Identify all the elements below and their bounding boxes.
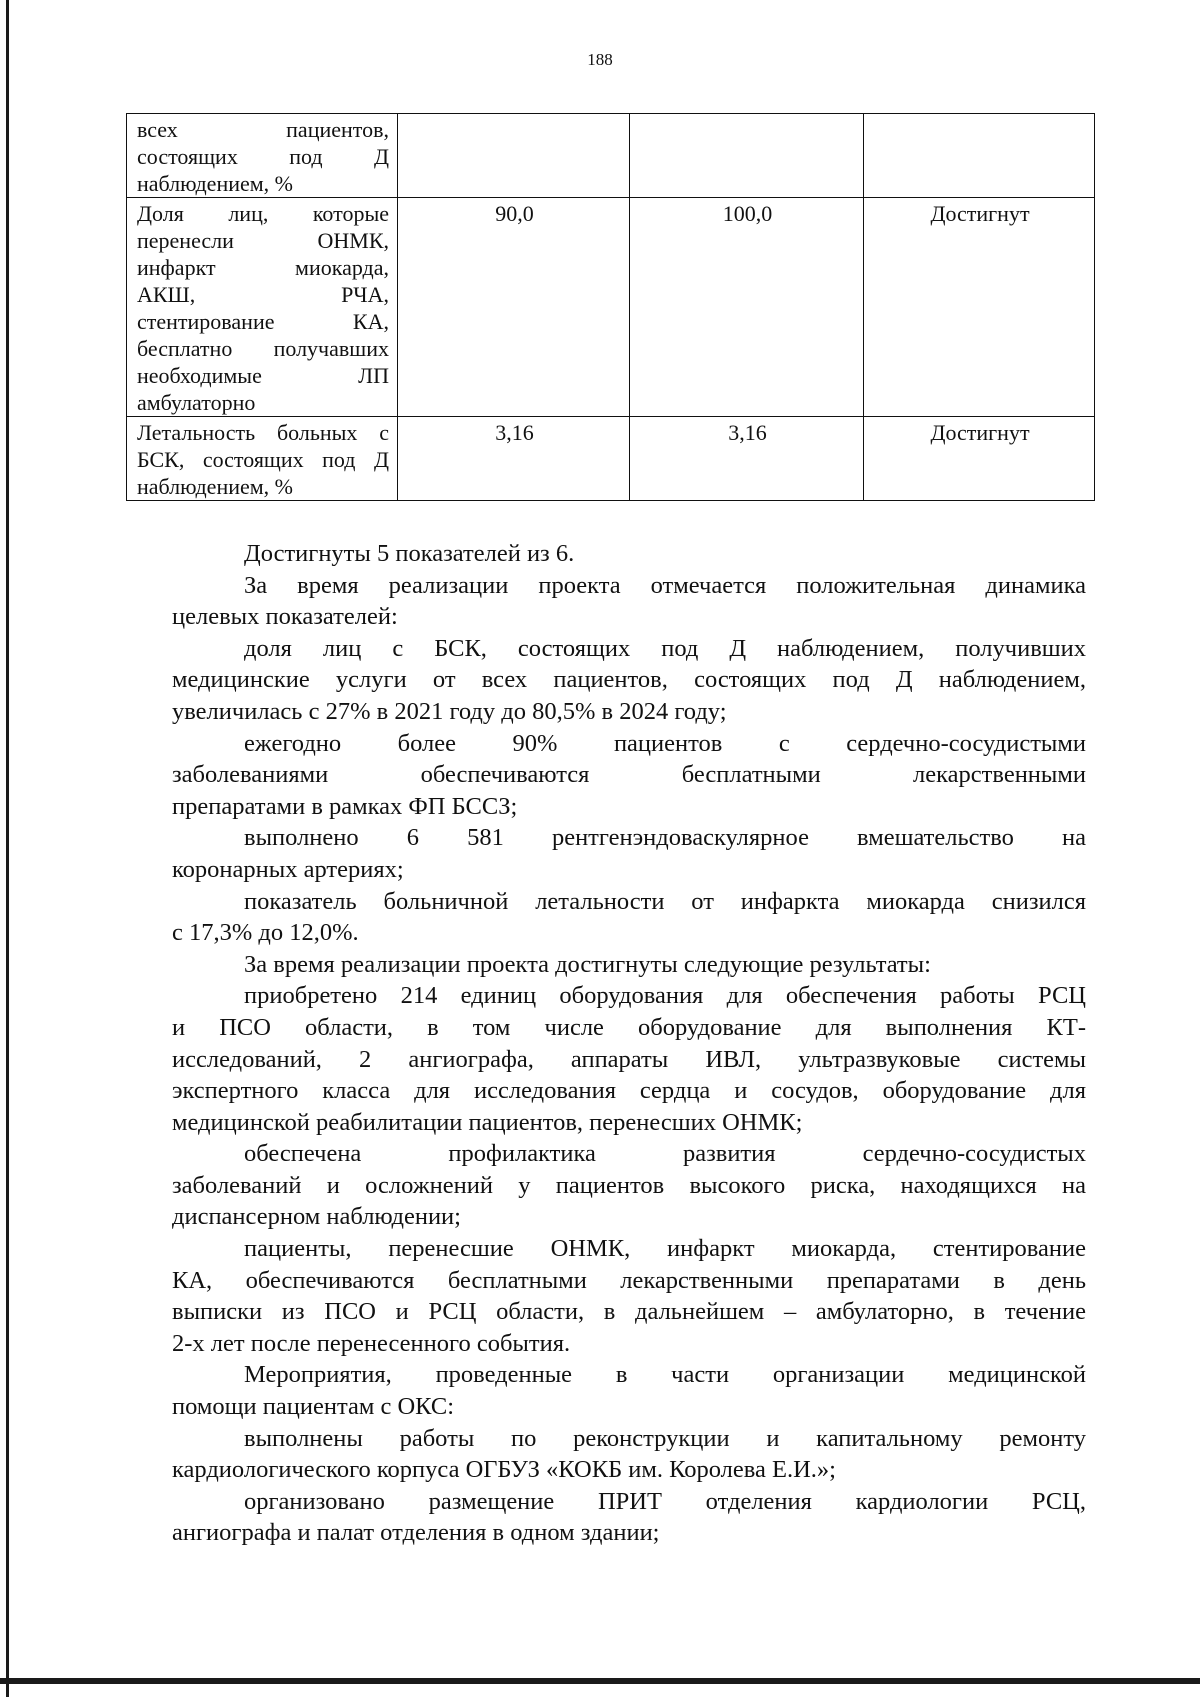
indicator-label-line: стентирование КА, <box>137 309 389 334</box>
paragraph <box>172 538 1086 570</box>
paragraph <box>172 949 1086 981</box>
paragraph-line: кардиологического корпуса ОГБУЗ «КОКБ им. Королева Е.И.»; <box>172 1456 836 1484</box>
paragraph <box>172 1359 1086 1422</box>
paragraph-line: пациенты, перенесшие ОНМК, инфаркт миокарда, стентирование <box>244 1235 1086 1263</box>
paragraph-line: КА, обеспечиваются бесплатными лекарственными препаратами в день <box>172 1266 1086 1294</box>
paragraph <box>172 1138 1086 1233</box>
scan-left-edge <box>6 0 9 1697</box>
paragraph-line: экспертного класса для исследования сердца и сосудов, оборудование для <box>172 1077 1086 1105</box>
table-row <box>127 417 1095 501</box>
paragraph <box>172 570 1086 633</box>
status-cell <box>864 114 1095 198</box>
paragraph-line: целевых показателей: <box>172 603 398 631</box>
table-row <box>127 198 1095 417</box>
status-cell: Достигнут <box>864 417 1095 501</box>
paragraph <box>172 633 1086 728</box>
paragraph-line: заболеваниями обеспечиваются бесплатными лекарственными <box>172 761 1086 789</box>
paragraph-line: доля лиц с БСК, состоящих под Д наблюдением, получивших <box>244 634 1086 662</box>
paragraph-line: 2-х лет после перенесенного события. <box>172 1329 571 1357</box>
indicator-label-cell <box>127 114 398 198</box>
indicator-label-line: состоящих под Д <box>137 144 389 169</box>
paragraph-line: заболеваний и осложнений у пациентов высокого риска, находящихся на <box>172 1171 1086 1199</box>
paragraph-line: За время реализации проекта достигнуты следующие результаты: <box>244 950 931 978</box>
paragraph <box>172 1233 1086 1359</box>
paragraph-line: выполнены работы по реконструкции и капитальному ремонту <box>244 1424 1086 1452</box>
paragraph <box>172 886 1086 949</box>
paragraph <box>172 728 1086 823</box>
indicator-label-cell <box>127 198 398 417</box>
indicator-label-cell <box>127 417 398 501</box>
paragraph-line: ежегодно более 90% пациентов с сердечно-сосудистыми <box>244 729 1086 757</box>
indicator-label-line: перенесли ОНМК, <box>137 228 389 253</box>
indicators-table <box>126 113 1095 501</box>
indicator-label-line: инфаркт миокарда, <box>137 255 389 280</box>
paragraph-line: диспансерном наблюдении; <box>172 1203 461 1231</box>
paragraph <box>172 1486 1086 1549</box>
body-text <box>172 538 1086 1549</box>
indicator-label-line: необходимые ЛП <box>137 363 389 388</box>
indicator-label-line: амбулаторно <box>137 390 256 415</box>
indicator-label-line: Летальность больных с <box>137 420 389 445</box>
paragraph <box>172 822 1086 885</box>
indicator-label-line: наблюдением, % <box>137 171 293 196</box>
page-number: 188 <box>587 50 613 69</box>
paragraph-line: увеличилась с 27% в 2021 году до 80,5% в 2024 году; <box>172 697 727 725</box>
indicator-label-line: Доля лиц, которые <box>137 201 389 226</box>
paragraph-line: с 17,3% до 12,0%. <box>172 919 359 947</box>
paragraph-line: выполнено 6 581 рентгенэндоваскулярное вмешательство на <box>244 824 1086 852</box>
paragraph-line: коронарных артериях; <box>172 855 404 883</box>
paragraph-line: приобретено 214 единиц оборудования для обеспечения работы РСЦ <box>244 982 1086 1010</box>
indicator-label-line: всех пациентов, <box>137 117 389 142</box>
paragraph-line: медицинские услуги от всех пациентов, состоящих под Д наблюдением, <box>172 666 1086 694</box>
indicator-label-line: наблюдением, % <box>137 474 293 499</box>
paragraph-line: Достигнуты 5 показателей из 6. <box>244 540 575 567</box>
paragraph-line: медицинской реабилитации пациентов, перенесших ОНМК; <box>172 1108 803 1136</box>
paragraph-line: и ПСО области, в том числе оборудование для выполнения КТ- <box>172 1013 1086 1041</box>
value-2021-cell <box>398 114 630 198</box>
status-cell: Достигнут <box>864 198 1095 417</box>
paragraph-line: помощи пациентам с ОКС: <box>172 1393 455 1421</box>
paragraph-line: выписки из ПСО и РСЦ области, в дальнейшем – амбулаторно, в течение <box>172 1298 1086 1326</box>
paragraph-line: Мероприятия, проведенные в части организации медицинской <box>244 1361 1086 1389</box>
paragraph-line: препаратами в рамках ФП БССЗ; <box>172 792 518 820</box>
paragraph-line: обеспечена профилактика развития сердечно-сосудистых <box>244 1140 1086 1168</box>
paragraph-line: За время реализации проекта отмечается положительная динамика <box>244 571 1086 599</box>
value-2024-cell <box>630 114 864 198</box>
scan-bottom-edge <box>0 1678 1200 1684</box>
paragraph <box>172 980 1086 1138</box>
indicator-label-line: бесплатно получавших <box>137 336 389 361</box>
value-2024-cell: 3,16 <box>630 417 864 501</box>
value-2021-cell: 90,0 <box>398 198 630 417</box>
paragraph-line: исследований, 2 ангиографа, аппараты ИВЛ, ультразвуковые системы <box>172 1045 1086 1073</box>
paragraph-line: ангиографа и палат отделения в одном здании; <box>172 1519 660 1547</box>
paragraph <box>172 1423 1086 1486</box>
indicator-label-line: АКШ, РЧА, <box>137 282 389 307</box>
paragraph-line: показатель больничной летальности от инфаркта миокарда снизился <box>244 887 1086 915</box>
paragraph-line: организовано размещение ПРИТ отделения кардиологии РСЦ, <box>244 1487 1086 1515</box>
value-2024-cell: 100,0 <box>630 198 864 417</box>
value-2021-cell: 3,16 <box>398 417 630 501</box>
table-row <box>127 114 1095 198</box>
indicator-label-line: БСК, состоящих под Д <box>137 447 389 472</box>
